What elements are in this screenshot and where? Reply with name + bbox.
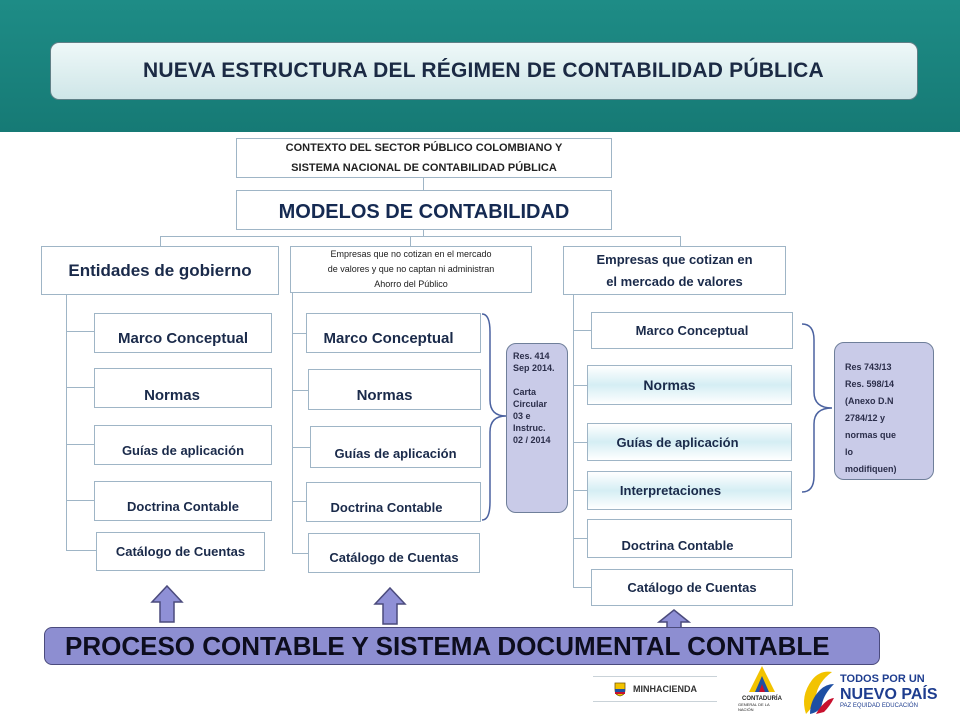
- item-label: Catálogo de Cuentas: [627, 580, 757, 595]
- page-title: NUEVA ESTRUCTURA DEL RÉGIMEN DE CONTABILIDAD PÚBLICA: [143, 59, 824, 82]
- slogan-mark-icon: [798, 666, 836, 716]
- column-header-line: el mercado de valores: [606, 273, 743, 289]
- nonlisted-item-catalogo: [308, 533, 480, 573]
- connector: [292, 333, 306, 334]
- nonlisted-item-marco-conceptual: [306, 313, 481, 353]
- note-res-743: [834, 342, 934, 480]
- connector: [573, 330, 591, 331]
- up-arrow-icon: [373, 586, 407, 626]
- connector: [292, 553, 308, 554]
- process-banner: [44, 627, 880, 665]
- listed-item-guias: [587, 423, 792, 461]
- column-header-government: [41, 246, 279, 295]
- column-header-line: Empresas que cotizan en: [596, 251, 753, 267]
- context-line-2: SISTEMA NACIONAL DE CONTABILIDAD PÚBLICA: [291, 162, 557, 174]
- item-label: Catálogo de Cuentas: [329, 549, 459, 565]
- context-box: [236, 138, 612, 178]
- nonlisted-item-doctrina: [306, 482, 481, 522]
- process-title: PROCESO CONTABLE Y SISTEMA DOCUMENTAL CONTABLE: [65, 630, 830, 661]
- contaduria-logo: [738, 662, 786, 716]
- models-title: MODELOS DE CONTABILIDAD: [278, 200, 570, 223]
- slogan-line-3: PAZ EQUIDAD EDUCACIÓN: [840, 703, 918, 709]
- coat-of-arms-icon: [613, 681, 627, 697]
- slogan-text-block: [840, 672, 938, 710]
- slogan-line-2: NUEVO PAÍS: [840, 686, 938, 703]
- gov-item-normas: [94, 368, 272, 408]
- connector: [66, 444, 94, 445]
- connector: [66, 500, 94, 501]
- column-header-non-listed: [290, 246, 532, 293]
- column-header-listed: [563, 246, 786, 295]
- connector: [573, 587, 591, 588]
- brace-right: [800, 322, 834, 494]
- connector: [66, 387, 94, 388]
- models-box: [236, 190, 612, 230]
- listed-item-normas: [587, 365, 792, 405]
- column-header-line: Ahorro del Público: [374, 279, 448, 289]
- column-header-line: Empresas que no cotizan en el mercado: [330, 249, 492, 259]
- connector: [573, 490, 587, 491]
- item-label: Marco Conceptual: [323, 329, 454, 347]
- contaduria-text: CONTADURÍA: [742, 696, 782, 702]
- title-banner: [50, 42, 918, 100]
- listed-item-marco-conceptual: [591, 312, 793, 349]
- connector: [573, 295, 574, 587]
- connector: [573, 385, 587, 386]
- item-label: Marco Conceptual: [117, 329, 249, 347]
- connector: [573, 442, 587, 443]
- connector: [423, 178, 424, 190]
- connector: [410, 236, 411, 246]
- connector: [573, 538, 587, 539]
- item-label: Marco Conceptual: [635, 323, 749, 338]
- todos-por-un-nuevo-pais-logo: [798, 664, 958, 718]
- gov-item-doctrina: [94, 481, 272, 521]
- listed-item-catalogo: [591, 569, 793, 606]
- item-label: Interpretaciones: [619, 483, 722, 498]
- contaduria-subtext: GENERAL DE LA NACIÓN: [738, 702, 770, 712]
- connector: [292, 447, 310, 448]
- gov-item-marco-conceptual: [94, 313, 272, 353]
- listed-item-doctrina: [587, 519, 792, 558]
- contaduria-icon: [745, 662, 779, 696]
- listed-item-interpretaciones: [587, 471, 792, 510]
- connector: [66, 331, 94, 332]
- connector: [423, 230, 424, 237]
- gov-item-guias: [94, 425, 272, 465]
- connector: [160, 236, 680, 237]
- connector: [292, 390, 308, 391]
- nonlisted-item-normas: [308, 369, 481, 410]
- connector: [66, 550, 96, 551]
- connector: [292, 293, 293, 553]
- minhacienda-logo: [593, 676, 717, 702]
- minhacienda-text: MINHACIENDA: [633, 684, 697, 694]
- connector: [160, 236, 161, 246]
- up-arrow-icon: [150, 584, 184, 624]
- item-label: Guías de aplicación: [334, 445, 457, 461]
- item-label: Guías de aplicación: [616, 434, 739, 450]
- item-label: Doctrina Contable: [621, 538, 734, 553]
- connector: [680, 236, 681, 246]
- slogan-line-1: TODOS POR UN: [840, 673, 925, 685]
- item-label: Doctrina Contable: [330, 499, 443, 515]
- connector: [66, 295, 67, 550]
- column-header-label: Entidades de gobierno: [68, 260, 252, 280]
- column-header-line: de valores y que no captan ni administran: [327, 264, 495, 274]
- note-res-414: [506, 343, 568, 513]
- item-label: Guías de aplicación: [121, 442, 245, 458]
- item-label: Normas: [356, 387, 413, 404]
- context-line-1: CONTEXTO DEL SECTOR PÚBLICO COLOMBIANO Y: [285, 142, 563, 154]
- note-text: Res. 414 Sep 2014. Carta Circular 03 e Instruc. 02 / 2014: [513, 351, 555, 445]
- connector: [292, 501, 306, 502]
- item-label: Catálogo de Cuentas: [115, 544, 246, 559]
- item-label: Doctrina Contable: [127, 498, 239, 514]
- note-text: Res 743/13 Res. 598/14 (Anexo D.N 2784/12 y normas que lo modifiquen): [845, 362, 897, 474]
- item-label: Normas: [144, 386, 200, 404]
- gov-item-catalogo: [96, 532, 265, 571]
- nonlisted-item-guias: [310, 426, 481, 468]
- item-label: Normas: [643, 377, 696, 393]
